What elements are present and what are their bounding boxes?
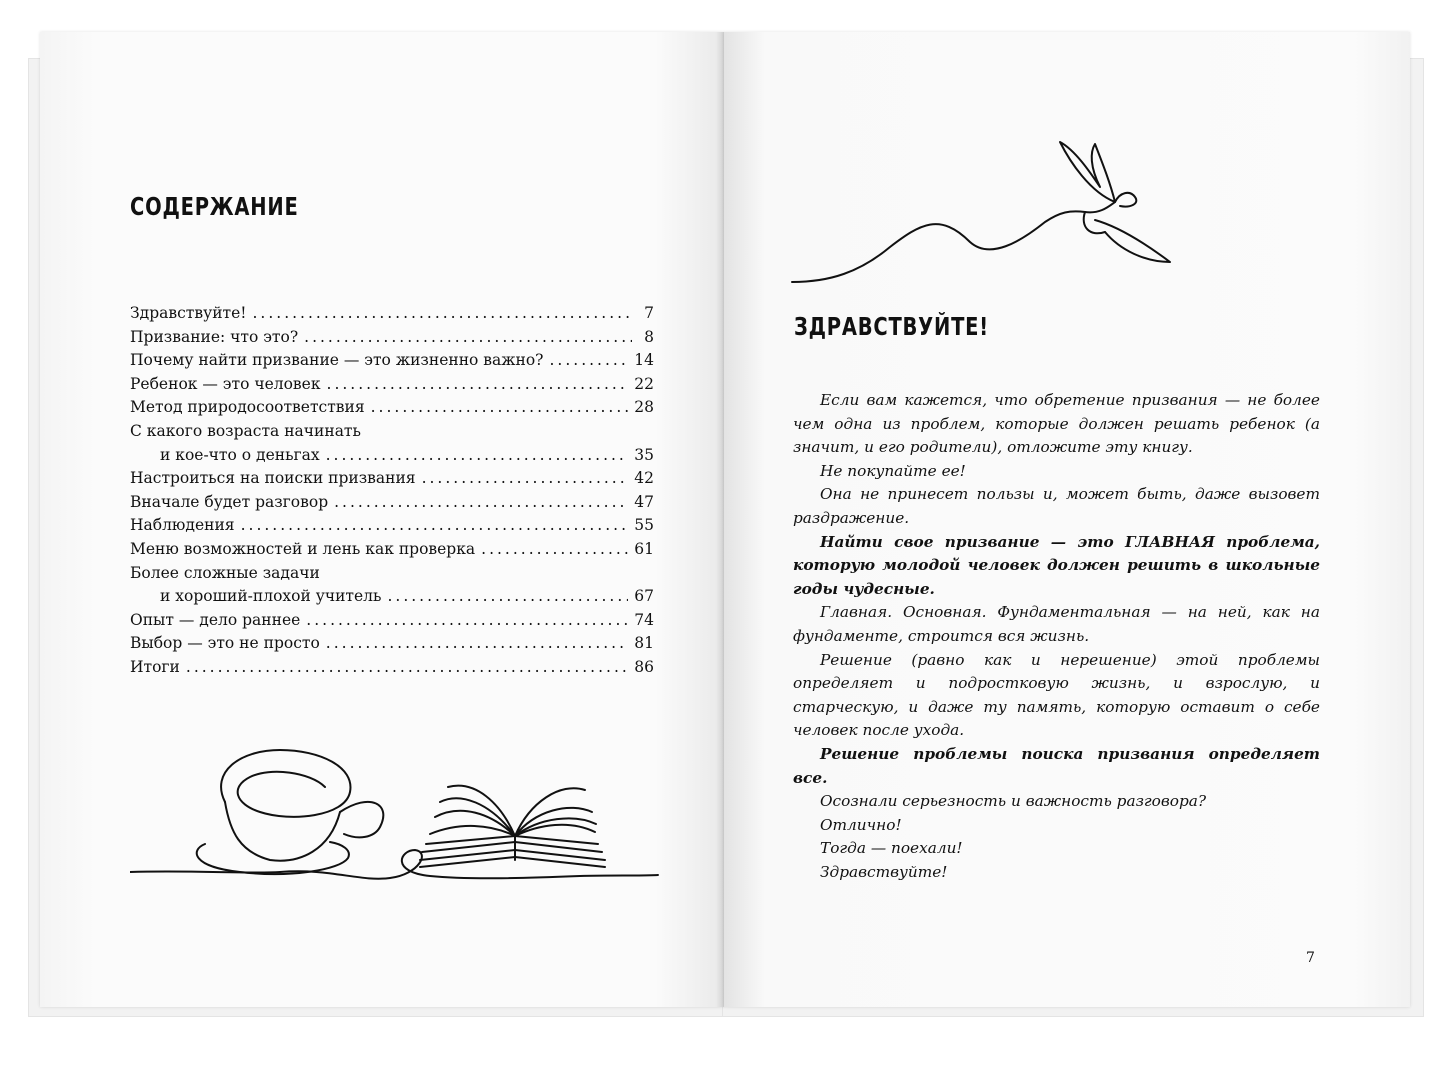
toc-entry-title: Метод природосоответствия: [130, 398, 365, 417]
toc-entry-title: и хороший-плохой учитель: [160, 587, 382, 606]
toc-entry-page: 8: [644, 327, 654, 346]
toc-entry: [130, 326, 654, 350]
toc-entry-title: Более сложные задачи: [130, 563, 320, 582]
toc-entry-title: Почему найти призвание — это жизненно важно?: [130, 351, 544, 370]
toc-entry-title: и кое-что о деньгах: [160, 445, 320, 464]
body-paragraph: Главная. Основная. Фундаментальная — на ней, как на фундаменте, строится вся жизнь.: [793, 603, 1320, 645]
toc-entry-title: Выбор — это не просто: [130, 634, 320, 653]
toc-entry-page: 7: [644, 304, 654, 322]
toc-entry-page: 61: [634, 539, 654, 558]
body-paragraph: Она не принесет пользы и, может быть, даже вызовет раздражение.: [793, 485, 1320, 527]
toc-entry-page: 86: [634, 657, 654, 676]
body-paragraph: Решение проблемы поиска призвания определяет все.: [793, 744, 1320, 787]
body-paragraph: Осознали серьезность и важность разговора?: [820, 792, 1207, 811]
body-paragraph: Здравствуйте!: [820, 862, 948, 881]
toc-leader-dots: [549, 349, 628, 373]
toc-entry-page: 42: [634, 469, 654, 488]
toc-entry-page: 22: [634, 374, 654, 393]
toc-entry: [130, 609, 654, 633]
toc-entry-title: Вначале будет разговор: [130, 492, 329, 511]
toc-leader-dots: [253, 302, 633, 326]
toc-leader-dots: [304, 326, 632, 350]
toc-leader-dots: [334, 491, 628, 515]
chapter-title: ЗДРАВСТВУЙТЕ!: [794, 312, 989, 341]
toc-entry-page: 28: [634, 398, 654, 417]
body-paragraph: Найти свое призвание — это ГЛАВНАЯ проблема, которую молодой человек должен решить в школьные годы чудесные.: [793, 532, 1320, 598]
toc-entry-title: Меню возможностей и лень как проверка: [130, 539, 476, 558]
table-of-contents: [130, 302, 654, 680]
toc-entry: [130, 491, 654, 515]
toc-entry: [130, 349, 654, 373]
toc-entry-title: Призвание: что это?: [130, 327, 299, 346]
toc-leader-dots: [371, 396, 629, 420]
body-paragraph: Если вам кажется, что обретение призвания — не более чем одна из проблем, которые должен решать ребенок (а значит, и его родители), отложите эту книгу.: [793, 391, 1320, 457]
toc-leader-dots: [326, 444, 629, 468]
toc-entry: [130, 302, 654, 326]
toc-entry: [130, 467, 654, 491]
right-page: [724, 32, 1410, 1007]
toc-entry-page: 74: [634, 610, 654, 629]
toc-entry: [130, 585, 654, 609]
body-paragraph: Тогда — поехали!: [820, 839, 963, 858]
body-paragraph: Решение (равно как и нерешение) этой проблемы определяет и подростковую жизнь, и взрослую, и старческую, и даже ту память, которую оставит о себе человек после ухода.: [793, 650, 1320, 740]
toc-entry: [130, 656, 654, 680]
toc-entry: [130, 514, 654, 538]
toc-entry: [130, 420, 654, 444]
toc-entry-title: Здравствуйте!: [130, 304, 247, 322]
body-paragraph: Отлично!: [820, 815, 902, 834]
toc-leader-dots: [481, 538, 628, 562]
toc-entry-title: С какого возраста начинать: [130, 421, 361, 440]
toc-entry: [130, 538, 654, 562]
bird-illustration: [790, 132, 1180, 292]
body-paragraph: Не покупайте ее!: [820, 461, 966, 480]
toc-leader-dots: [326, 632, 628, 656]
toc-entry: [130, 562, 654, 586]
page-number: 7: [1306, 950, 1315, 966]
toc-entry-page: 14: [634, 351, 654, 370]
toc-leader-dots: [241, 514, 629, 538]
toc-title: СОДЕРЖАНИЕ: [130, 192, 299, 221]
toc-leader-dots: [327, 373, 629, 397]
toc-entry-page: 55: [634, 516, 654, 535]
toc-entry-page: 81: [634, 634, 654, 653]
toc-entry-title: Итоги: [130, 657, 180, 676]
toc-entry-page: 67: [634, 587, 654, 606]
toc-entry-title: Опыт — дело раннее: [130, 610, 301, 629]
chapter-body: [793, 389, 1320, 884]
toc-entry-title: Настроиться на поиски призвания: [130, 469, 416, 488]
toc-entry: [130, 396, 654, 420]
toc-leader-dots: [422, 467, 629, 491]
toc-leader-dots: [186, 656, 628, 680]
toc-entry: [130, 373, 654, 397]
toc-entry-title: Наблюдения: [130, 516, 235, 535]
toc-leader-dots: [306, 609, 628, 633]
coffee-cup-and-book-illustration: [130, 732, 660, 892]
toc-entry: [130, 444, 654, 468]
left-page: [40, 32, 724, 1007]
toc-leader-dots: [387, 585, 628, 609]
toc-entry-page: 35: [634, 445, 654, 464]
toc-entry: [130, 632, 654, 656]
toc-entry-title: Ребенок — это человек: [130, 374, 321, 393]
toc-entry-page: 47: [634, 492, 654, 511]
